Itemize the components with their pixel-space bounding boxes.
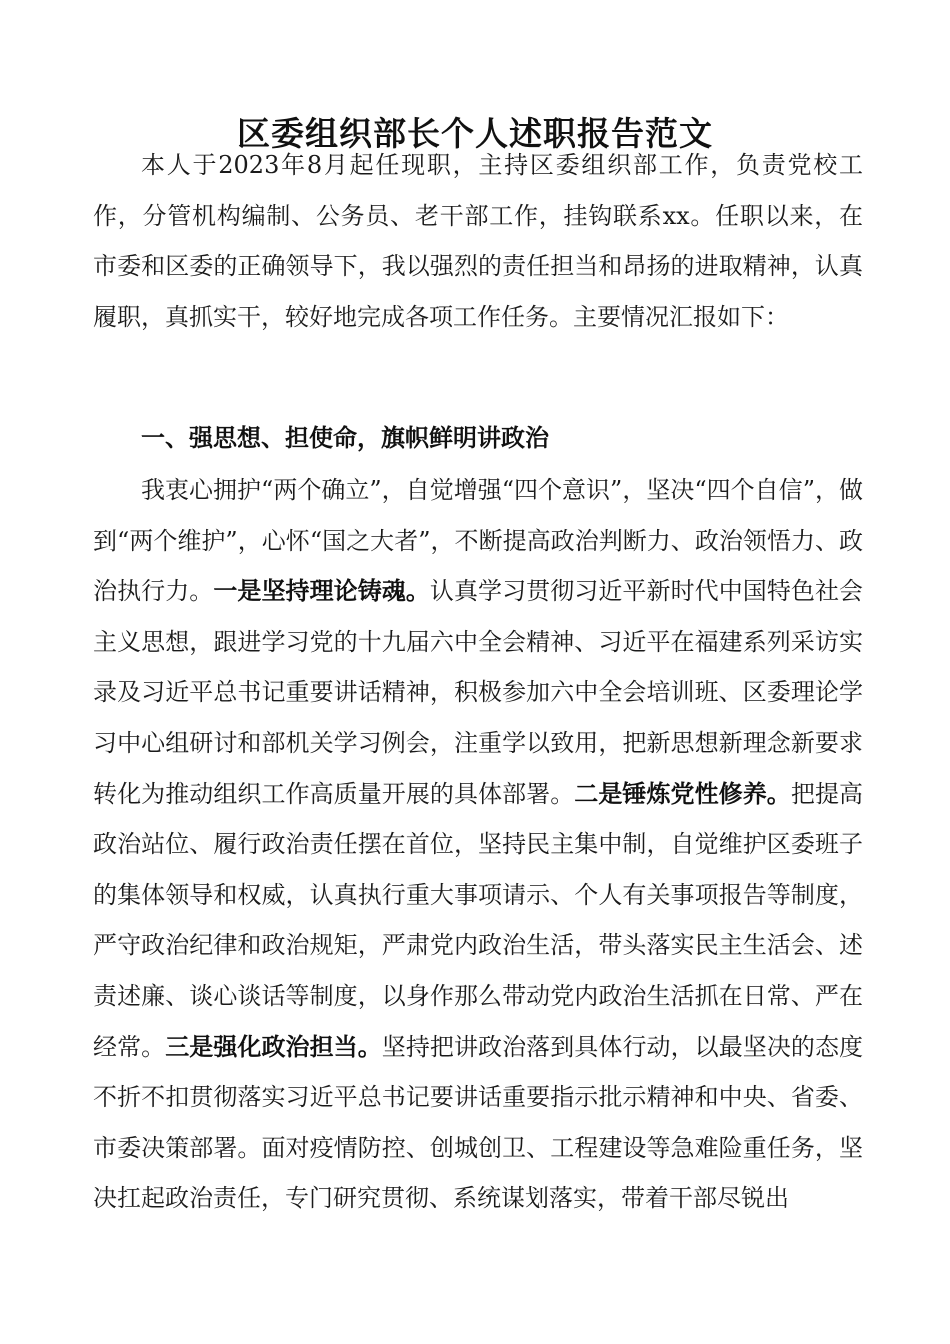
section-1-text-4: 坚持把讲政治落到具体行动，以最坚决的态度不折不扣贯彻落实习近平总书记要讲话重要指示批示精神和中央、省委、市委决策部署。面对疫情防控、创城创卫、工程建设等急难险重任务，坚决扛起政治责任，专门研究贯彻、系统谋划落实，带着干部尽锐出 bbox=[93, 1032, 864, 1213]
point-1-heading: 一是坚持理论铸魂。 bbox=[213, 577, 430, 606]
section-1-paragraph bbox=[93, 465, 863, 1224]
section-1-text-2: 认真学习贯彻习近平新时代中国特色社会主义思想，跟进学习党的十九届六中全会精神、习近平在福建系列采访实录及习近平总书记重要讲话精神，积极参加六中全会培训班、区委理论学习中心组研讨和部机关学习例会，注重学以致用，把新思想新理念新要求转化为推动组织工作高质量开展的具体部署。 bbox=[93, 577, 864, 808]
section-heading-1: 一、强思想、担使命，旗帜鲜明讲政治 bbox=[141, 424, 549, 452]
intro-paragraph: 本人于2023年8月起任现职，主持区委组织部工作，负责党校工作，分管机构编制、公务员、老干部工作，挂钩联系xx。任职以来，在市委和区委的正确领导下，我以强烈的责任担当和昂扬的进取精神，认真履职，真抓实干，较好地完成各项工作任务。主要情况汇报如下： bbox=[93, 151, 863, 331]
point-2-heading: 二是锤炼党性修养。 bbox=[574, 779, 791, 808]
section-1-text-1: 我衷心拥护“两个确立”，自觉增强“四个意识”，坚决“四个自信”，做到“两个维护”，心怀“国之大者”，不断提高政治判断力、政治领悟力、政治执行力。 bbox=[93, 476, 863, 606]
section-1-text-3: 把提高政治站位、履行政治责任摆在首位，坚持民主集中制，自觉维护区委班子的集体领导和权威，认真执行重大事项请示、个人有关事项报告等制度，严守政治纪律和政治规矩，严肃党内政治生活，带头落实民主生活会、述责述廉、谈心谈话等制度，以身作那么带动党内政治生活抓在日常、严在经常。 bbox=[93, 779, 864, 1061]
document-title: 区委组织部长个人述职报告范文 bbox=[237, 114, 713, 153]
point-3-heading: 三是强化政治担当。 bbox=[165, 1032, 382, 1061]
